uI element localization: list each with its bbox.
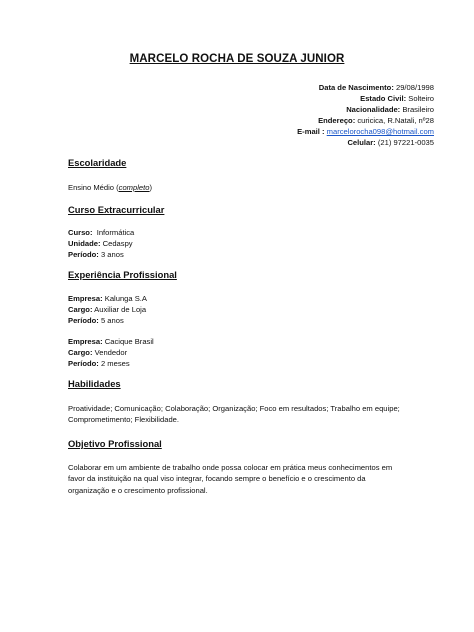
job-entry	[68, 293, 147, 326]
course-value: Informática	[96, 228, 135, 237]
job-period-label: Período:	[68, 316, 99, 326]
role-line	[68, 304, 147, 315]
company-label: Empresa:	[68, 294, 103, 303]
page-title: MARCELO ROCHA DE SOUZA JUNIOR	[129, 53, 345, 65]
course-period-label: Período:	[68, 250, 99, 260]
nationality-line	[297, 104, 434, 115]
company-value: Cacique Brasil	[104, 337, 154, 346]
objective-line: favor da instituição na qual viso integrar, focando sempre o benefício e o crescimento da	[68, 474, 366, 484]
objective-text	[68, 462, 408, 496]
phone-line	[297, 137, 434, 148]
civil-status-label: Estado Civil:	[360, 94, 407, 104]
education-heading: Escolaridade	[68, 157, 127, 168]
role-label: Cargo:	[68, 305, 93, 315]
civil-status-line	[297, 93, 434, 104]
job-entry	[68, 336, 154, 369]
company-value: Kalunga S.A	[104, 294, 147, 303]
unit-line	[68, 238, 134, 249]
unit-label: Unidade:	[68, 239, 101, 249]
address-line	[297, 115, 434, 126]
address-label: Endereço:	[318, 116, 356, 126]
email-label: E-mail :	[297, 127, 325, 137]
role-line	[68, 347, 154, 358]
course-period-value: 3 anos	[100, 250, 124, 260]
education-close: )	[149, 183, 153, 192]
address-value: curicica, R.Natali, nº28	[357, 116, 434, 126]
role-value: Vendedor	[94, 348, 128, 358]
course-heading: Curso Extracurricular	[68, 204, 165, 215]
civil-status-value: Solteiro	[408, 94, 434, 104]
education-level: Ensino Médio (	[68, 183, 119, 192]
role-value: Auxiliar de Loja	[94, 305, 147, 315]
email-link[interactable]: marcelorocha098@hotmail.com	[326, 127, 434, 137]
course-label: Curso:	[68, 228, 93, 237]
company-label: Empresa:	[68, 337, 103, 346]
skills-line: Proatividade; Comunicação; Colaboração; Organização; Foco em resultados; Trabalho em equipe;	[68, 404, 400, 413]
job-period-label: Período:	[68, 359, 99, 369]
education-status: completo	[118, 183, 150, 192]
job-period-line	[68, 315, 147, 326]
experience-heading: Experiência Profissional	[68, 269, 177, 280]
skills-line: Comprometimento; Flexibilidade.	[68, 415, 179, 425]
birth-date-line	[297, 82, 434, 93]
job-period-line	[68, 358, 154, 369]
course-block	[68, 227, 134, 260]
company-line	[68, 293, 147, 304]
nationality-label: Nacionalidade:	[346, 105, 401, 115]
objective-line: organização e o crescimento profissional.	[68, 485, 208, 495]
job-period-value: 2 meses	[100, 359, 130, 369]
birth-date-value: 29/08/1998	[395, 83, 434, 92]
contact-block	[297, 82, 434, 149]
skills-heading: Habilidades	[68, 378, 121, 389]
nationality-value: Brasileiro	[402, 105, 434, 115]
phone-label: Celular:	[347, 138, 376, 148]
education-text	[68, 182, 152, 193]
course-line	[68, 227, 134, 238]
birth-date-label: Data de Nascimento:	[318, 83, 394, 92]
job-period-value: 5 anos	[100, 316, 124, 326]
course-period-line	[68, 249, 134, 260]
objective-line: Colaborar em um ambiente de trabalho onde possa colocar em prática meus conhecimentos em	[68, 463, 393, 472]
company-line	[68, 336, 154, 347]
phone-value: (21) 97221-0035	[377, 138, 434, 148]
role-label: Cargo:	[68, 348, 93, 358]
email-line	[297, 126, 434, 137]
unit-value: Cedaspy	[102, 239, 133, 249]
skills-text	[68, 403, 408, 426]
objective-heading: Objetivo Profissional	[68, 438, 162, 449]
